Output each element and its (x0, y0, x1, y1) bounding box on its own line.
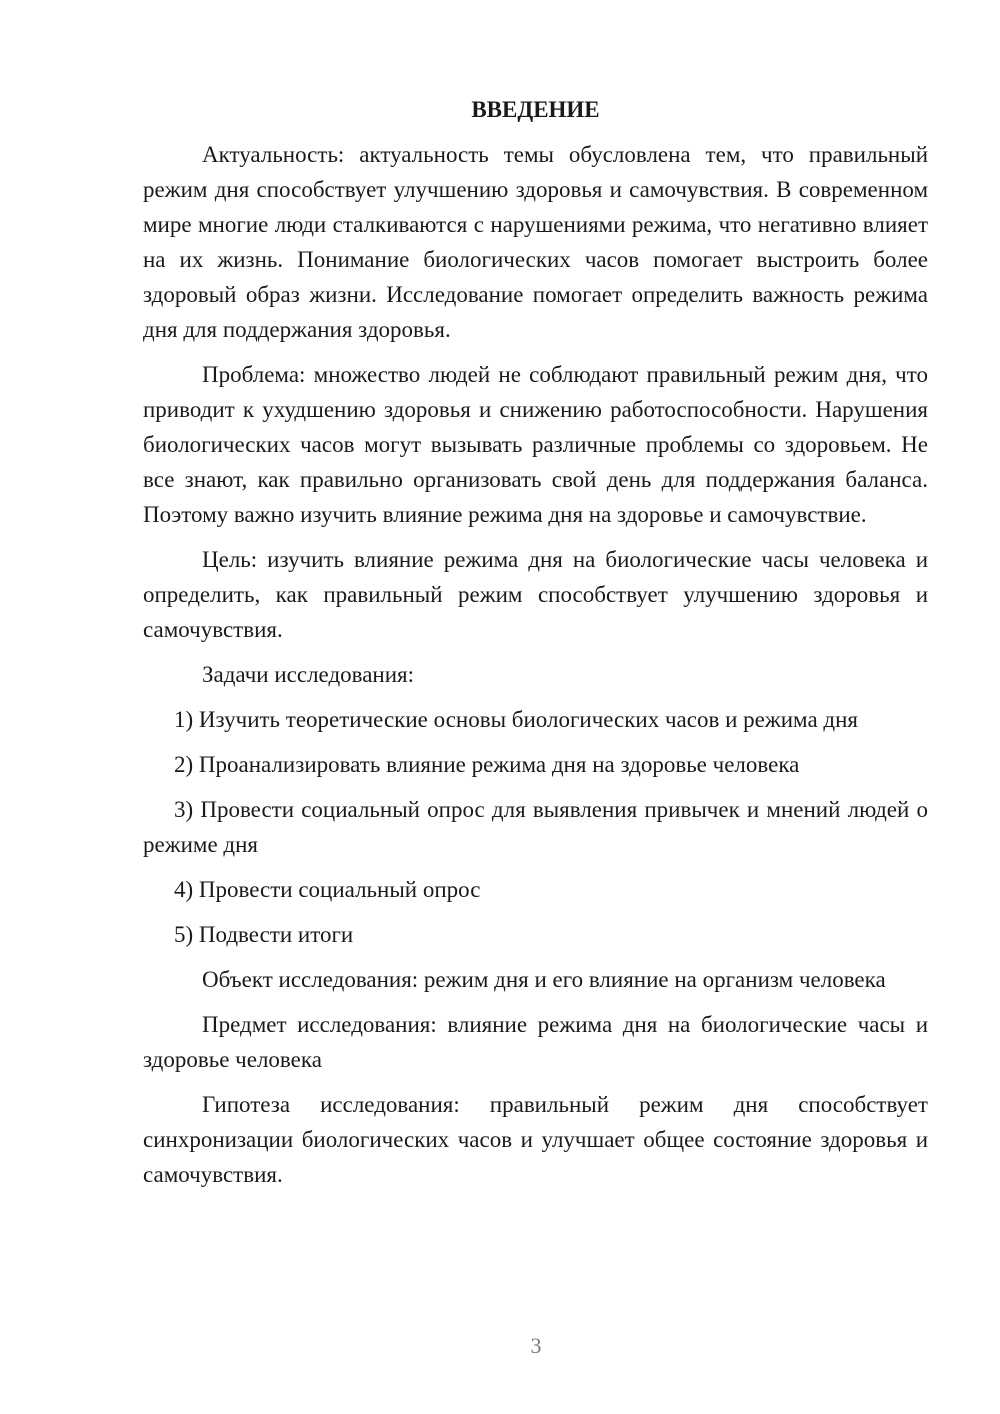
object-paragraph: Объект исследования: режим дня и его влияние на организм человека (202, 967, 886, 992)
relevance-paragraph: Актуальность: актуальность темы обусловлена тем, что правильный режим дня способствует улучшению здоровья и самочувствия. В современном мире многие люди сталкиваются с нарушениями режима, что негативно влияет на их жизнь. Понимание биологических часов помогает выстроить более здоровый образ жизни. Исследование помогает определить важность режима дня для поддержания здоровья. (143, 142, 928, 342)
hypothesis-paragraph: Гипотеза исследования: правильный режим дня способствует синхронизации биологических часов и улучшает общее состояние здоровья и самочувствия. (143, 1092, 928, 1187)
goal-paragraph: Цель: изучить влияние режима дня на биологические часы человека и определить, как правильный режим способствует улучшению здоровья и самочувствия. (143, 547, 928, 642)
task-item-1: 1) Изучить теоретические основы биологических часов и режима дня (174, 707, 858, 732)
page-title: ВВЕДЕНИЕ (471, 97, 600, 122)
task-item-5: 5) Подвести итоги (174, 922, 354, 947)
subject-paragraph: Предмет исследования: влияние режима дня на биологические часы и здоровье человека (143, 1012, 928, 1072)
page-number: 3 (530, 1333, 542, 1358)
task-item-2: 2) Проанализировать влияние режима дня на здоровье человека (174, 752, 800, 777)
problem-paragraph: Проблема: множество людей не соблюдают правильный режим дня, что приводит к ухудшению здоровья и снижению работоспособности. Нарушения биологических часов могут вызывать различные проблемы со здоровьем. Не все знают, как правильно организовать свой день для поддержания баланса. Поэтому важно изучить влияние режима дня на здоровье и самочувствие. (143, 362, 928, 527)
task-item-4: 4) Провести социальный опрос (174, 877, 481, 902)
tasks-title: Задачи исследования: (202, 662, 415, 687)
document-page (143, 92, 928, 1202)
task-item-3: 3) Провести социальный опрос для выявления привычек и мнений людей о режиме дня (143, 797, 928, 857)
